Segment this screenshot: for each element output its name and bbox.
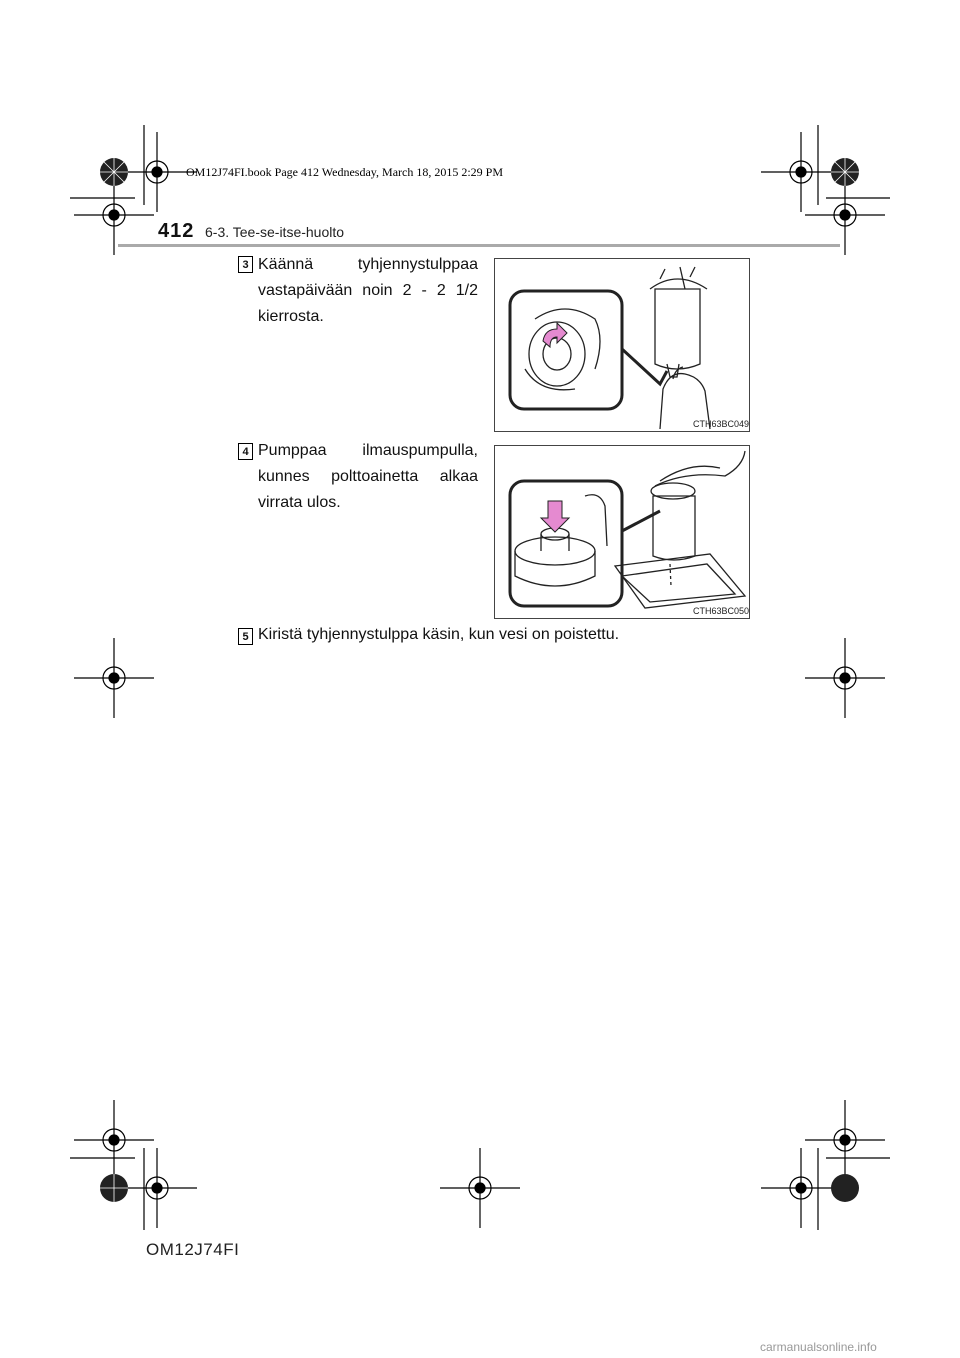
figure-drain-plug — [494, 258, 750, 432]
header-rule — [118, 244, 840, 247]
footer-code: OM12J74FI — [146, 1240, 240, 1259]
step-5-text: Kiristä tyhjennystulppa käsin, kun vesi on poistettu. — [258, 626, 620, 643]
step-4-text: Pumppaa ilmauspumpulla, kunnes polttoainetta alkaa virrata ulos. — [258, 442, 478, 511]
priming-pump-illustration — [495, 446, 749, 618]
drain-plug-illustration — [495, 259, 749, 431]
page-number: 412 — [158, 220, 195, 242]
step-number-4: 4 — [238, 443, 253, 460]
figure-code: CTH63BC049 — [693, 419, 750, 429]
step-number-5: 5 — [238, 628, 253, 645]
step-number-3: 3 — [238, 256, 253, 273]
figure-code: CTH63BC050 — [693, 606, 750, 616]
watermark: carmanualsonline.info — [760, 1340, 877, 1354]
figure-priming-pump — [494, 445, 750, 619]
step-3-text: Käännä tyhjennystulppaa vastapäivään noin 2 - 2 1/2 kierrosta. — [258, 256, 478, 325]
book-info: OM12J74FI.book Page 412 Wednesday, March 18, 2015 2:29 PM — [186, 165, 504, 179]
section-title: 6-3. Tee-se-itse-huolto — [205, 224, 345, 240]
